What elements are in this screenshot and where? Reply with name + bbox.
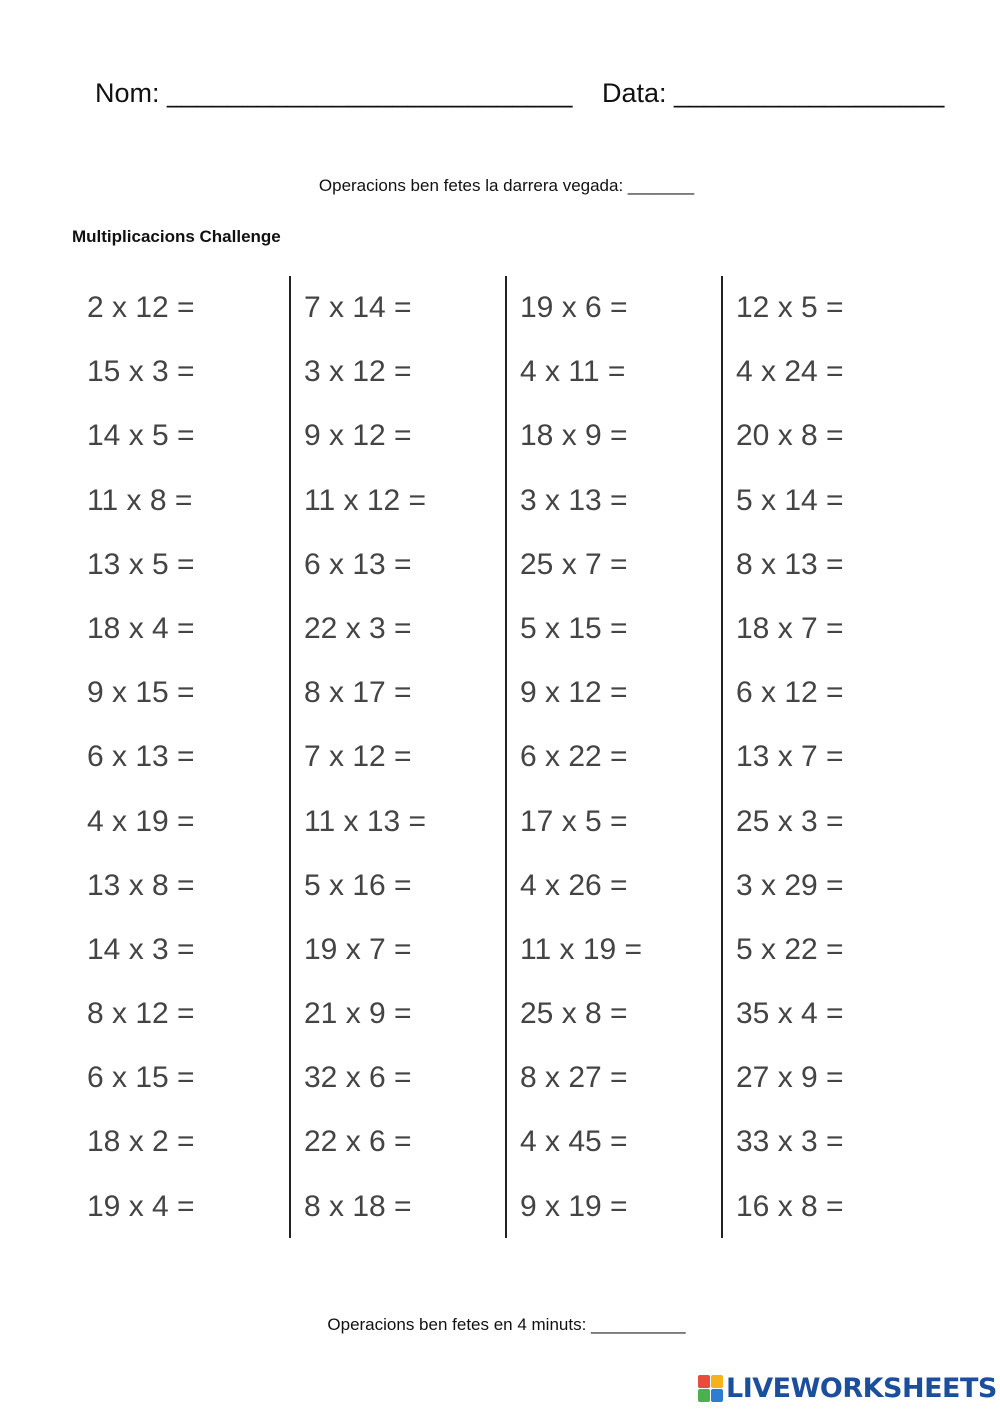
problem-4-2[interactable]: 4 x 24 =: [736, 355, 844, 389]
problem-1-9[interactable]: 4 x 19 =: [87, 804, 195, 838]
logo-tile-green: [698, 1389, 710, 1402]
problem-3-6[interactable]: 5 x 15 =: [520, 611, 628, 645]
problem-3-13[interactable]: 8 x 27 =: [520, 1061, 628, 1095]
previous-score-note: Operacions ben fetes la darrera vegada: _______: [318, 176, 695, 195]
problem-4-11[interactable]: 5 x 22 =: [736, 932, 844, 966]
problem-4-5[interactable]: 8 x 13 =: [736, 547, 844, 581]
problem-3-8[interactable]: 6 x 22 =: [520, 740, 628, 774]
problem-1-12[interactable]: 8 x 12 =: [87, 997, 195, 1031]
problem-1-2[interactable]: 15 x 3 =: [87, 355, 195, 389]
problem-1-11[interactable]: 14 x 3 =: [87, 932, 195, 966]
date-field[interactable]: Data: __________________: [601, 78, 945, 108]
problem-2-4[interactable]: 11 x 12 =: [304, 483, 427, 517]
problem-3-3[interactable]: 18 x 9 =: [520, 419, 628, 453]
problem-3-4[interactable]: 3 x 13 =: [520, 483, 628, 517]
problem-4-9[interactable]: 25 x 3 =: [736, 804, 844, 838]
problem-3-5[interactable]: 25 x 7 =: [520, 547, 628, 581]
problems-column-4: [721, 276, 938, 1238]
problem-3-11[interactable]: 11 x 19 =: [520, 932, 643, 966]
logo-tile-blue: [711, 1389, 723, 1402]
problem-4-8[interactable]: 13 x 7 =: [736, 740, 844, 774]
problem-3-14[interactable]: 4 x 45 =: [520, 1125, 628, 1159]
problem-1-4[interactable]: 11 x 8 =: [87, 483, 193, 517]
logo-tile-red: [698, 1375, 710, 1388]
problem-2-12[interactable]: 21 x 9 =: [304, 997, 412, 1031]
problem-1-1[interactable]: 2 x 12 =: [87, 291, 195, 324]
liveworksheets-mark-icon: [698, 1375, 723, 1402]
problem-1-3[interactable]: 14 x 5 =: [87, 419, 195, 453]
logo-tile-yellow: [711, 1375, 723, 1388]
problem-1-5[interactable]: 13 x 5 =: [87, 547, 195, 581]
problem-3-12[interactable]: 25 x 8 =: [520, 997, 628, 1031]
problem-4-10[interactable]: 3 x 29 =: [736, 868, 844, 902]
timed-score-note: Operacions ben fetes en 4 minuts: __________: [327, 1315, 686, 1334]
problems-column-2: [289, 276, 506, 1238]
problem-2-14[interactable]: 22 x 6 =: [304, 1125, 412, 1159]
problem-2-13[interactable]: 32 x 6 =: [304, 1061, 412, 1095]
problem-4-12[interactable]: 35 x 4 =: [736, 997, 844, 1031]
problem-2-1[interactable]: 7 x 14 =: [304, 291, 412, 324]
logo-wordmark: LIVEWORKSHEETS: [726, 1373, 997, 1404]
problem-4-6[interactable]: 18 x 7 =: [736, 611, 844, 645]
problem-2-9[interactable]: 11 x 13 =: [304, 804, 427, 838]
problem-2-3[interactable]: 9 x 12 =: [304, 419, 412, 453]
problem-2-15[interactable]: 8 x 18 =: [304, 1189, 412, 1223]
problem-1-6[interactable]: 18 x 4 =: [87, 611, 195, 645]
problem-2-7[interactable]: 8 x 17 =: [304, 676, 412, 710]
problem-4-14[interactable]: 33 x 3 =: [736, 1125, 844, 1159]
problem-1-7[interactable]: 9 x 15 =: [87, 676, 195, 710]
problem-4-13[interactable]: 27 x 9 =: [736, 1061, 844, 1095]
problem-3-10[interactable]: 4 x 26 =: [520, 868, 628, 902]
problem-1-10[interactable]: 13 x 8 =: [87, 868, 195, 902]
problem-1-14[interactable]: 18 x 2 =: [87, 1125, 195, 1159]
name-field[interactable]: Nom: ___________________________: [95, 78, 573, 108]
problem-2-10[interactable]: 5 x 16 =: [304, 868, 412, 902]
liveworksheets-logo: [698, 1375, 997, 1402]
problem-2-11[interactable]: 19 x 7 =: [304, 932, 412, 966]
problem-2-5[interactable]: 6 x 13 =: [304, 547, 412, 581]
problem-2-6[interactable]: 22 x 3 =: [304, 611, 412, 645]
problem-1-8[interactable]: 6 x 13 =: [87, 740, 195, 774]
problem-3-1[interactable]: 19 x 6 =: [520, 291, 628, 324]
problem-2-8[interactable]: 7 x 12 =: [304, 740, 412, 774]
problems-column-3: [505, 276, 722, 1238]
problem-4-7[interactable]: 6 x 12 =: [736, 676, 844, 710]
problem-3-15[interactable]: 9 x 19 =: [520, 1189, 628, 1223]
problem-3-2[interactable]: 4 x 11 =: [520, 355, 626, 389]
problem-4-1[interactable]: 12 x 5 =: [736, 291, 844, 324]
problem-4-15[interactable]: 16 x 8 =: [736, 1189, 844, 1223]
problem-4-3[interactable]: 20 x 8 =: [736, 419, 844, 453]
problems-column-1: [72, 276, 288, 1238]
section-title: Multiplicacions Challenge: [72, 227, 281, 246]
problem-1-13[interactable]: 6 x 15 =: [87, 1061, 195, 1095]
problem-1-15[interactable]: 19 x 4 =: [87, 1189, 195, 1223]
problem-3-7[interactable]: 9 x 12 =: [520, 676, 628, 710]
student-header: [95, 78, 944, 109]
problem-2-2[interactable]: 3 x 12 =: [304, 355, 412, 389]
problem-3-9[interactable]: 17 x 5 =: [520, 804, 628, 838]
problem-4-4[interactable]: 5 x 14 =: [736, 483, 844, 517]
